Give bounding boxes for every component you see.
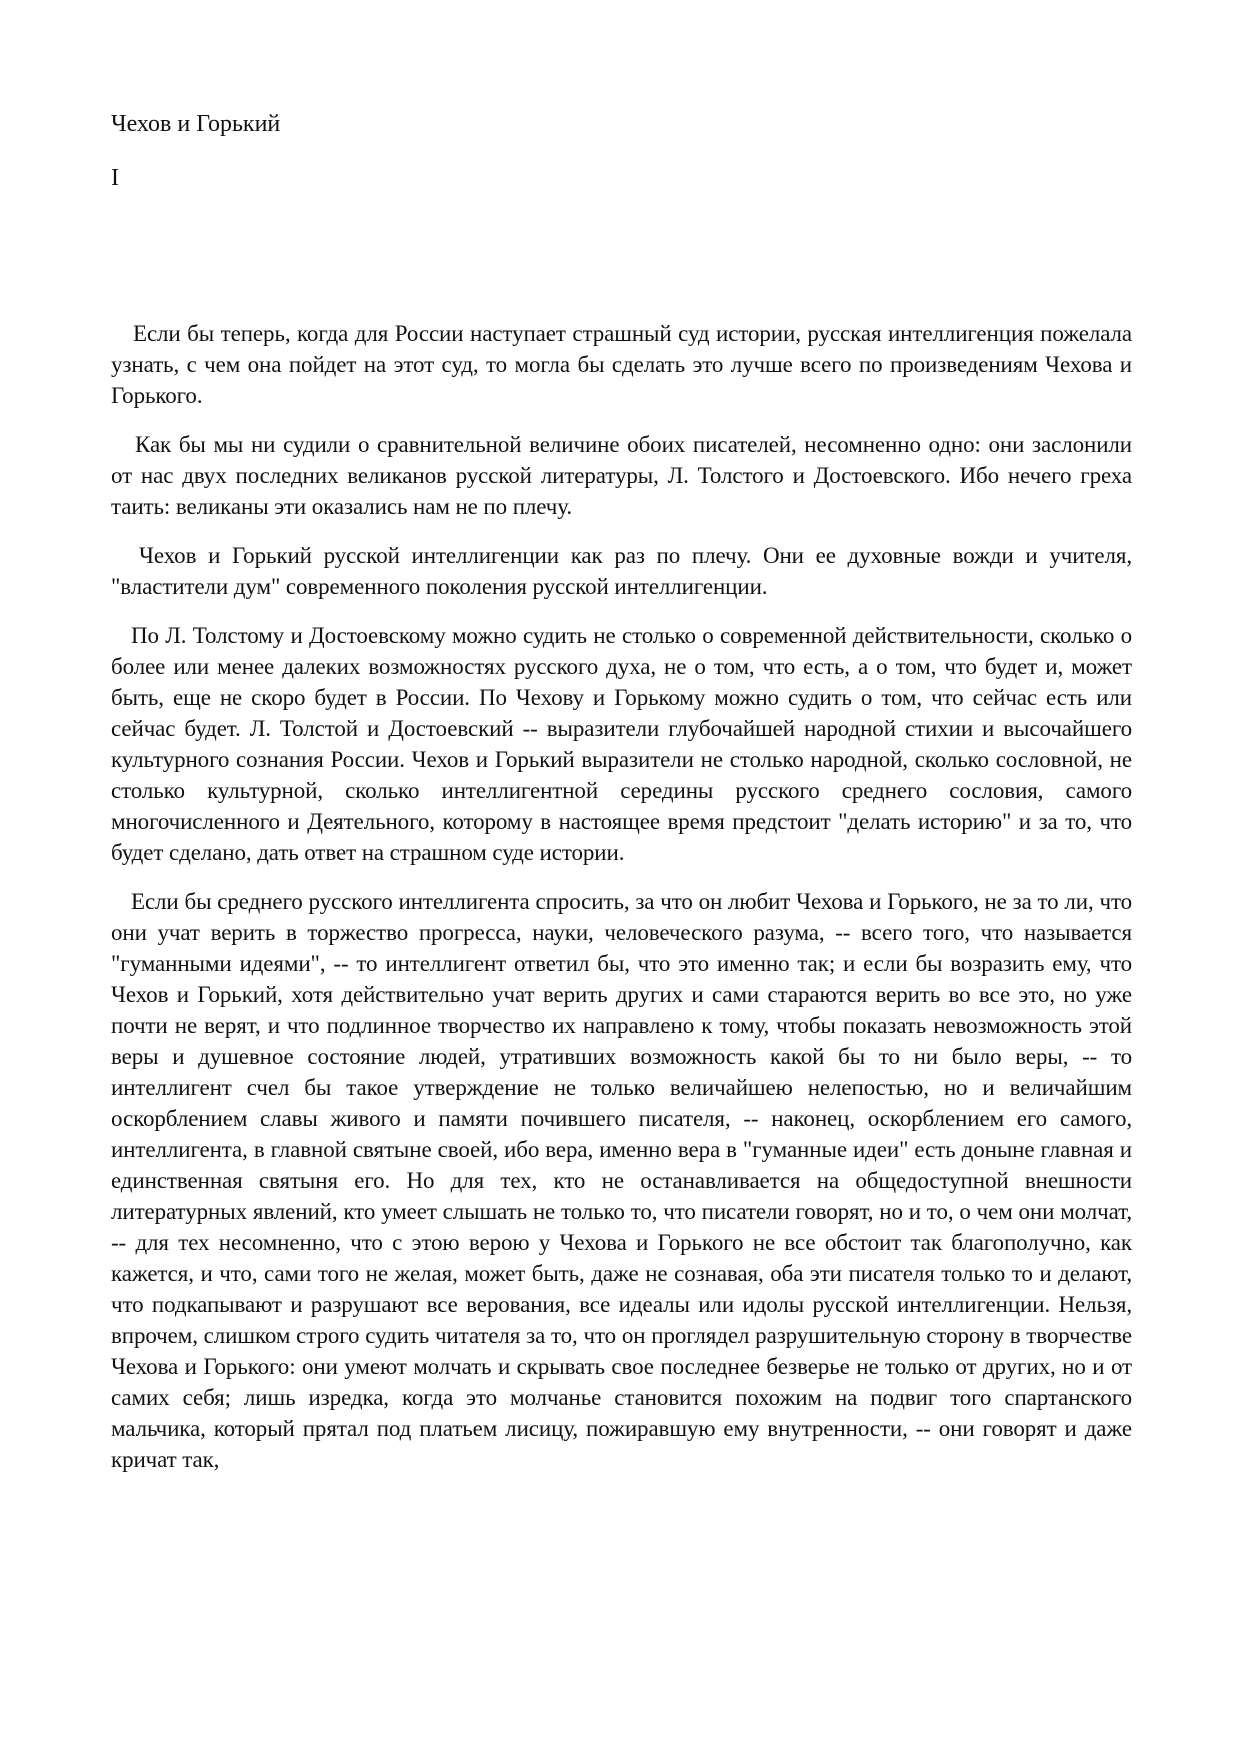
paragraph-1: Если бы теперь, когда для России наступает страшный суд истории, русская интеллигенция пожелала узнать, с чем она пойдет на этот суд, то могла бы сделать это лучше всего по произведениям Чехова и Горького.	[111, 321, 1132, 408]
paragraph-2: Как бы мы ни судили о сравнительной величине обоих писателей, несомненно одно: они заслонили от нас двух последних великанов русской литературы, Л. Толстого и Достоевского. Ибо нечего греха таить: великаны эти оказались нам не по плечу.	[111, 432, 1132, 519]
document-title: Чехов и Горький	[111, 111, 281, 137]
paragraph-3: Чехов и Горький русской интеллигенции как раз по плечу. Они ее духовные вожди и учителя, "властители дум" современного поколения русской интеллигенции.	[111, 543, 1132, 599]
paragraph-4: По Л. Толстому и Достоевскому можно судить не столько о современной действительности, сколько о более или менее далеких возможностях русского духа, не о том, что есть, а о том, что будет и, может быть, еще не скоро будет в России. По Чехову и Горькому можно судить о том, что сейчас есть или сейчас будет. Л. Толстой и Достоевский -- выразители глубочайшей народной стихии и высочайшего культурного сознания России. Чехов и Горький выразители не столько народной, сколько сословной, не столько культурной, сколько интеллигентной середины русского среднего сословия, самого многочисленного и Деятельного, которому в настоящее время предстоит "делать историю" и за то, что будет сделано, дать ответ на страшном суде истории.	[111, 623, 1132, 865]
chapter-number: I	[111, 165, 119, 191]
document-body	[111, 318, 1132, 1493]
paragraph-5: Если бы среднего русского интеллигента спросить, за что он любит Чехова и Горького, не за то ли, что они учат верить в торжество прогресса, науки, человеческого разума, -- всего того, что называется "гуманными идеями", -- то интеллигент ответил бы, что это именно так; и если бы возразить ему, что Чехов и Горький, хотя действительно учат верить других и сами стараются верить во все это, но уже почти не верят, и что подлинное творчество их направлено к тому, чтобы показать невозможность этой веры и душевное состояние людей, утративших возможность какой бы то ни было веры, -- то интеллигент счел бы такое утверждение не только величайшею нелепостью, но и величайшим оскорблением славы живого и памяти почившего писателя, -- наконец, оскорблением его самого, интеллигента, в главной святыне своей, ибо вера, именно вера в "гуманные идеи" есть доныне главная и единственная святыня его. Но для тех, кто не останавливается на общедоступной внешности литературных явлений, кто умеет слышать не только то, что писатели говорят, но и то, о чем они молчат, -- для тех несомненно, что с этою верою у Чехова и Горького не все обстоит так благополучно, как кажется, и что, сами того не желая, может быть, даже не сознавая, оба эти писателя только то и делают, что подкапывают и разрушают все верования, все идеалы или идолы русской интеллигенции. Нельзя, впрочем, слишком строго судить читателя за то, что он проглядел разрушительную сторону в творчестве Чехова и Горького: они умеют молчать и скрывать свое последнее безверье не только от других, но и от самих себя; лишь изредка, когда это молчанье становится похожим на подвиг того спартанского мальчика, который прятал под платьем лисицу, пожиравшую ему внутренности, -- они говорят и даже кричат так,	[111, 889, 1132, 1472]
